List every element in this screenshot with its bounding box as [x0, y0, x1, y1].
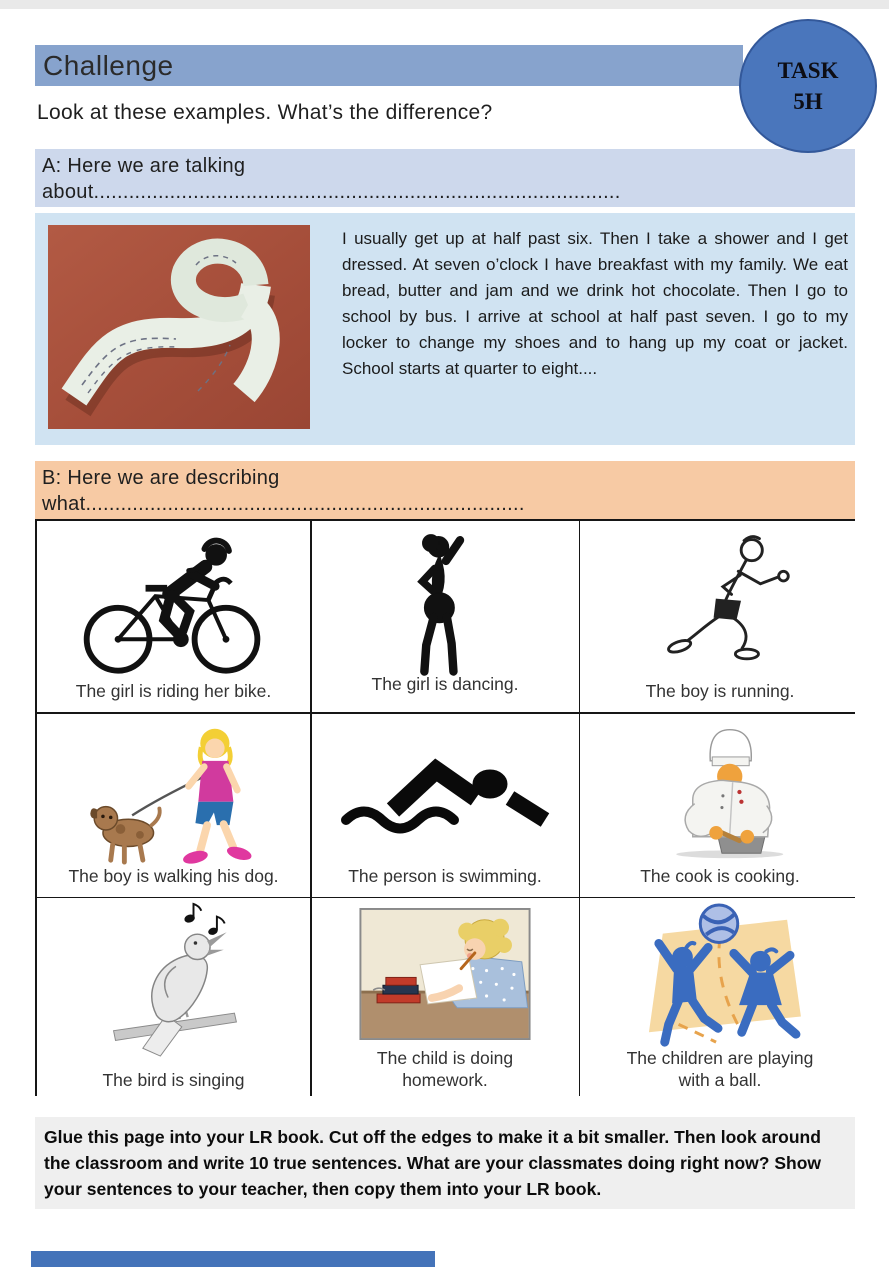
caption-cooking: The cook is cooking.: [640, 865, 800, 886]
page-top-edge: [0, 0, 889, 9]
task-badge-line2: 5H: [793, 89, 823, 114]
examples-table: [35, 519, 855, 1096]
children-playing-ball-illustration: [621, 902, 819, 1052]
section-a-panel: [35, 213, 855, 445]
caption-riding: The girl is riding her bike.: [75, 681, 272, 702]
section-b-heading-line2: what...........................................................................: [42, 493, 525, 515]
next-page-blue-bar: [31, 1251, 435, 1267]
caption-homework: The child is doing homework.: [376, 1047, 514, 1091]
page-title: Challenge: [43, 49, 174, 81]
caption-running: The boy is running.: [645, 681, 795, 702]
section-b-heading: [35, 461, 855, 519]
table-cell-running: [580, 521, 860, 712]
table-cell-homework: [312, 898, 579, 1101]
boy-walking-dog-illustration: [62, 720, 286, 866]
table-cell-walking-dog: [37, 714, 310, 897]
section-a-heading: [35, 149, 855, 207]
caption-swimming: The person is swimming.: [348, 865, 542, 886]
challenge-header-bar: [35, 45, 743, 86]
caption-playing: The children are playing with a ball.: [626, 1047, 814, 1091]
table-cell-cooking: [580, 714, 860, 897]
section-b-heading-line1: B: Here we are describing: [42, 467, 280, 489]
boy-running-illustration: [638, 529, 802, 679]
caption-bird: The bird is singing: [102, 1070, 245, 1091]
section-a-heading-line1: A: Here we are talking: [42, 155, 246, 177]
section-a-heading-line2: about..........................................................................................: [42, 181, 621, 203]
swimmer-pictogram: [338, 746, 553, 851]
child-homework-illustration: [359, 908, 531, 1040]
page-subtitle: Look at these examples. What’s the difference?: [37, 101, 493, 124]
girl-dancing-silhouette: [393, 529, 497, 679]
table-cell-playing: [580, 898, 860, 1101]
table-cell-swimming: [312, 714, 579, 897]
paper-ribbon-photo: [48, 225, 310, 429]
cook-cooking-illustration: [632, 718, 808, 864]
section-a-paragraph: I usually get up at half past six. Then I take a shower and I get dressed. At seven o’clock I have breakfast with my family. We eat bread, butter and jam and we drink hot chocolate. Then I go to school by bus. I arrive at school at half past seven. I go to my locker to change my shoes and to hang up my coat or jacket. School starts at quarter to eight....: [342, 229, 848, 378]
instructions-box: Glue this page into your LR book. Cut off the edges to make it a bit smaller. Then look around the classroom and write 10 true sentences. What are your classmates doing right now? Show your sentences to your teacher, then copy them into your LR book.: [35, 1117, 855, 1209]
caption-dancing: The girl is dancing.: [371, 674, 519, 695]
task-badge: [739, 19, 877, 153]
table-cell-riding: [37, 521, 310, 712]
table-cell-dancing: [312, 521, 579, 712]
table-cell-bird: [37, 898, 310, 1101]
task-badge-line1: TASK: [777, 57, 839, 83]
bird-singing-illustration: [86, 902, 262, 1058]
girl-riding-bike-illustration: [71, 527, 277, 675]
caption-walking-dog: The boy is walking his dog.: [68, 865, 279, 886]
